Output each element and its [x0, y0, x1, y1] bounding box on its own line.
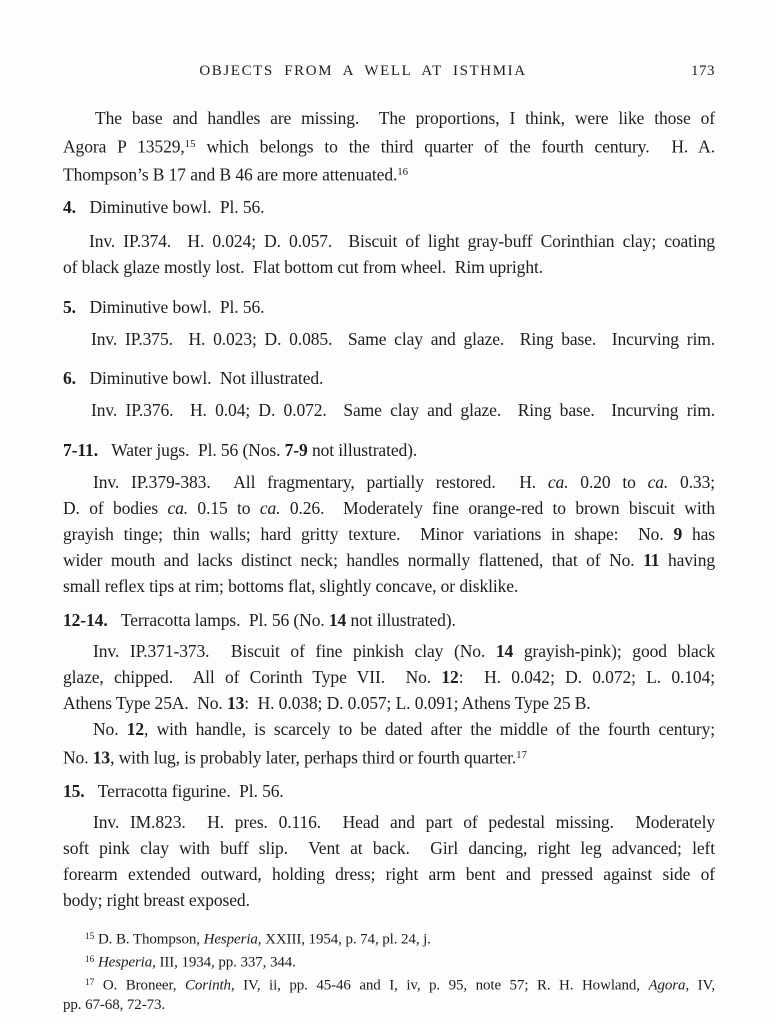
- text-line: [63, 950, 715, 973]
- text-segment: Agora: [648, 977, 686, 994]
- text-line: [63, 469, 715, 495]
- text-segment: 0.20 to: [568, 471, 648, 492]
- entry-12-14-dating: [63, 716, 715, 770]
- intro-paragraph: [63, 105, 715, 188]
- text-segment: 13: [226, 692, 245, 713]
- text-segment: 0.26. Moderately fine orange-red to brown biscuit with: [280, 497, 716, 518]
- text-line: [63, 861, 715, 887]
- text-line: [63, 194, 715, 220]
- footnote-15: [63, 927, 715, 950]
- text-segment: Inv. IM.823. H. pres. 0.116. Head and part of pedestal missing. Moderately: [93, 812, 715, 833]
- text-segment: 0.33;: [668, 471, 715, 492]
- text-line: [63, 365, 715, 391]
- text-segment: ca.: [647, 471, 669, 492]
- text-segment: not illustrated).: [346, 609, 456, 630]
- text-segment: Inv. IP.374. H. 0.024; D. 0.057. Biscuit of light gray-buff Corinthian clay; coating: [89, 230, 715, 251]
- text-segment: 6.: [63, 367, 76, 388]
- text-segment: 5.: [63, 296, 76, 317]
- text-segment: 14: [328, 609, 347, 630]
- entry-7-11-heading: [63, 437, 715, 463]
- text-segment: pp. 67-68, 72-73.: [63, 997, 166, 1014]
- text-line: [63, 437, 715, 463]
- footnote-16: [63, 950, 715, 973]
- text-segment: not illustrated).: [307, 439, 418, 460]
- text-segment: No.: [63, 747, 93, 768]
- text-line: [63, 995, 715, 1015]
- text-segment: 7-9: [284, 439, 308, 460]
- entry-6-description: [63, 397, 715, 423]
- text-segment: D. B. Thompson,: [94, 931, 204, 948]
- text-segment: The base and handles are missing. The proportions, I think, were like those of: [95, 108, 715, 128]
- entry-6-heading: [63, 365, 715, 391]
- footnote-reference: 17: [516, 748, 528, 761]
- text-line: [63, 521, 715, 547]
- text-segment: D. of bodies: [63, 497, 168, 518]
- text-line: [63, 973, 715, 996]
- text-segment: O. Broneer,: [94, 977, 185, 994]
- entry-15-description: [63, 809, 715, 913]
- text-segment: 9: [673, 523, 683, 544]
- text-segment: No.: [93, 718, 127, 739]
- text-segment: ca.: [167, 497, 189, 518]
- entry-12-14-heading: [63, 607, 715, 633]
- text-segment: has: [682, 523, 715, 544]
- text-segment: Inv. IP.375. H. 0.023; D. 0.085. Same clay and glaze. Ring base. Incurving rim.: [91, 328, 715, 349]
- text-line: [63, 495, 715, 521]
- text-segment: body; right breast exposed.: [63, 890, 250, 911]
- text-segment: Diminutive bowl. Pl. 56.: [80, 296, 265, 317]
- text-segment: 12: [126, 718, 145, 739]
- entry-5-heading: [63, 294, 715, 320]
- text-segment: 0.15 to: [188, 497, 260, 518]
- footnote-17: [63, 973, 715, 1016]
- text-line: [63, 326, 715, 352]
- text-line: [63, 254, 715, 280]
- text-segment: , III, 1934, pp. 337, 344.: [152, 954, 296, 971]
- text-segment: Agora P 13529,: [63, 136, 185, 157]
- text-line: [63, 607, 715, 633]
- text-segment: wider mouth and lacks distinct neck; handles normally flattened, that of No.: [63, 549, 644, 570]
- text-line: [63, 664, 715, 690]
- text-line: [63, 809, 715, 835]
- text-segment: Corinth: [184, 977, 231, 994]
- text-segment: 4.: [63, 196, 76, 217]
- text-segment: : H. 0.042; D. 0.072; L. 0.104;: [458, 666, 715, 687]
- footnote-reference: 16: [85, 954, 95, 965]
- text-segment: , IV, ii, pp. 45-46 and I, iv, p. 95, note 57; R. H. Howland,: [230, 977, 649, 994]
- text-segment: Hesperia: [97, 954, 153, 971]
- text-line: [63, 159, 715, 187]
- text-line: [63, 887, 715, 913]
- text-segment: Terracotta lamps. Pl. 56 (No.: [112, 609, 329, 630]
- text-segment: : H. 0.038; D. 0.057; L. 0.091; Athens Type 25 B.: [244, 692, 591, 713]
- text-segment: ca.: [547, 471, 569, 492]
- footnote-reference: 16: [397, 166, 409, 179]
- text-segment: , XXIII, 1954, p. 74, pl. 24, j.: [257, 931, 431, 948]
- text-segment: grayish-pink); good black: [513, 640, 715, 661]
- text-segment: 12-14.: [63, 609, 108, 630]
- text-segment: 14: [495, 640, 514, 661]
- text-column: [63, 63, 715, 1015]
- text-line: [63, 294, 715, 320]
- text-line: [63, 716, 715, 742]
- text-segment: Diminutive bowl. Pl. 56.: [80, 196, 265, 217]
- text-line: [63, 690, 715, 716]
- entry-5-description: [63, 326, 715, 352]
- text-segment: Diminutive bowl. Not illustrated.: [80, 367, 324, 388]
- text-blocks: [63, 105, 715, 1015]
- running-head: [63, 63, 715, 83]
- text-line: [63, 927, 715, 950]
- text-segment: having: [659, 549, 715, 570]
- text-segment: Inv. IP.371-373. Biscuit of fine pinkish clay (No.: [93, 640, 496, 661]
- text-line: [63, 778, 715, 804]
- text-line: [63, 547, 715, 573]
- text-line: [63, 742, 715, 770]
- text-segment: 12: [441, 666, 459, 687]
- text-line: [63, 105, 715, 131]
- text-segment: Athens Type 25A. No.: [63, 692, 227, 713]
- text-segment: 11: [643, 549, 660, 570]
- footnote-reference: 15: [85, 932, 95, 943]
- text-segment: forearm extended outward, holding dress; right arm bent and pressed against side of: [63, 864, 715, 885]
- text-segment: Inv. IP.376. H. 0.04; D. 0.072. Same clay and glaze. Ring base. Incurving rim.: [91, 399, 715, 420]
- text-segment: 15.: [63, 781, 85, 802]
- text-segment: soft pink clay with buff slip. Vent at back. Girl dancing, right leg advanced; left: [63, 838, 715, 859]
- text-segment: Water jugs. Pl. 56 (Nos.: [103, 439, 285, 460]
- text-segment: 7-11.: [63, 439, 98, 460]
- text-segment: 13: [92, 747, 111, 768]
- footnote-reference: 15: [184, 138, 196, 150]
- text-line: [63, 835, 715, 861]
- text-segment: Thompson’s B 17 and B 46 are more attenuated.: [63, 164, 398, 185]
- text-segment: of black glaze mostly lost. Flat bottom cut from wheel. Rim upright.: [63, 256, 544, 277]
- text-segment: Inv. IP.379-383. All fragmentary, partially restored. H.: [93, 471, 548, 492]
- text-line: [63, 131, 715, 159]
- text-segment: Hesperia: [203, 931, 258, 948]
- text-segment: ca.: [259, 497, 281, 518]
- entry-4-heading: [63, 194, 715, 220]
- text-segment: small reflex tips at rim; bottoms flat, slightly concave, or disklike.: [63, 575, 519, 596]
- running-title: OBJECTS FROM A WELL AT ISTHMIA: [199, 63, 527, 79]
- text-segment: , IV,: [685, 977, 715, 994]
- entry-12-14-description: [63, 638, 715, 716]
- text-segment: , with handle, is scarcely to be dated after the middle of the fourth century;: [144, 718, 715, 739]
- text-segment: grayish tinge; thin walls; hard gritty texture. Minor variations in shape: No.: [63, 523, 674, 544]
- page-number: 173: [691, 63, 715, 79]
- text-line: [63, 638, 715, 664]
- text-line: [63, 397, 715, 423]
- footnote-reference: 17: [85, 977, 95, 988]
- entry-7-11-description: [63, 469, 715, 599]
- text-segment: , with lug, is probably later, perhaps third or fourth quarter.: [110, 747, 517, 768]
- text-segment: which belongs to the third quarter of the fourth century. H. A.: [195, 136, 715, 157]
- text-segment: Terracotta figurine. Pl. 56.: [89, 781, 284, 802]
- entry-15-heading: [63, 778, 715, 804]
- text-line: [63, 228, 715, 254]
- text-line: [63, 573, 715, 599]
- entry-4-description: [63, 228, 715, 280]
- text-segment: glaze, chipped. All of Corinth Type VII. No.: [63, 666, 442, 687]
